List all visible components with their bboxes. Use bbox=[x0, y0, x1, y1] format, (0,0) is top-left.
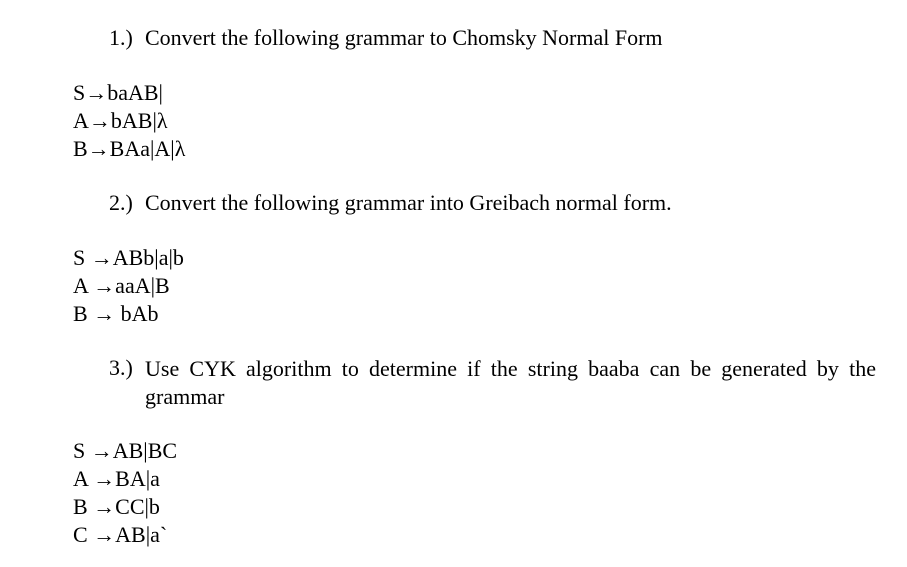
question-3-text: Use CYK algorithm to determine if the string baaba can be generated by the grammar bbox=[145, 356, 876, 409]
grammar-3-rule: B →CC|b bbox=[73, 494, 160, 519]
grammar-3-rule: C →AB|a` bbox=[73, 522, 168, 547]
grammar-3-rule: A →BA|a bbox=[73, 466, 160, 491]
grammar-2 bbox=[73, 244, 184, 328]
grammar-1-rule: A→bAB|λ bbox=[73, 108, 168, 133]
grammar-3 bbox=[73, 437, 177, 549]
grammar-2-rule: B → bAb bbox=[73, 301, 159, 326]
grammar-2-rule: S →ABb|a|b bbox=[73, 245, 184, 270]
grammar-1 bbox=[73, 79, 185, 163]
question-1-text: Convert the following grammar to Chomsky Normal Form bbox=[145, 25, 663, 50]
question-3-number: 3.) bbox=[109, 355, 133, 380]
grammar-2-rule: A →aaA|B bbox=[73, 273, 170, 298]
question-2-number: 2.) bbox=[109, 190, 133, 215]
grammar-1-rule: S→baAB| bbox=[73, 80, 163, 105]
grammar-3-rule: S →AB|BC bbox=[73, 438, 178, 463]
question-1-number: 1.) bbox=[109, 25, 133, 50]
question-2-text: Convert the following grammar into Greibach normal form. bbox=[145, 190, 672, 215]
grammar-1-rule: B→BAa|A|λ bbox=[73, 136, 186, 161]
